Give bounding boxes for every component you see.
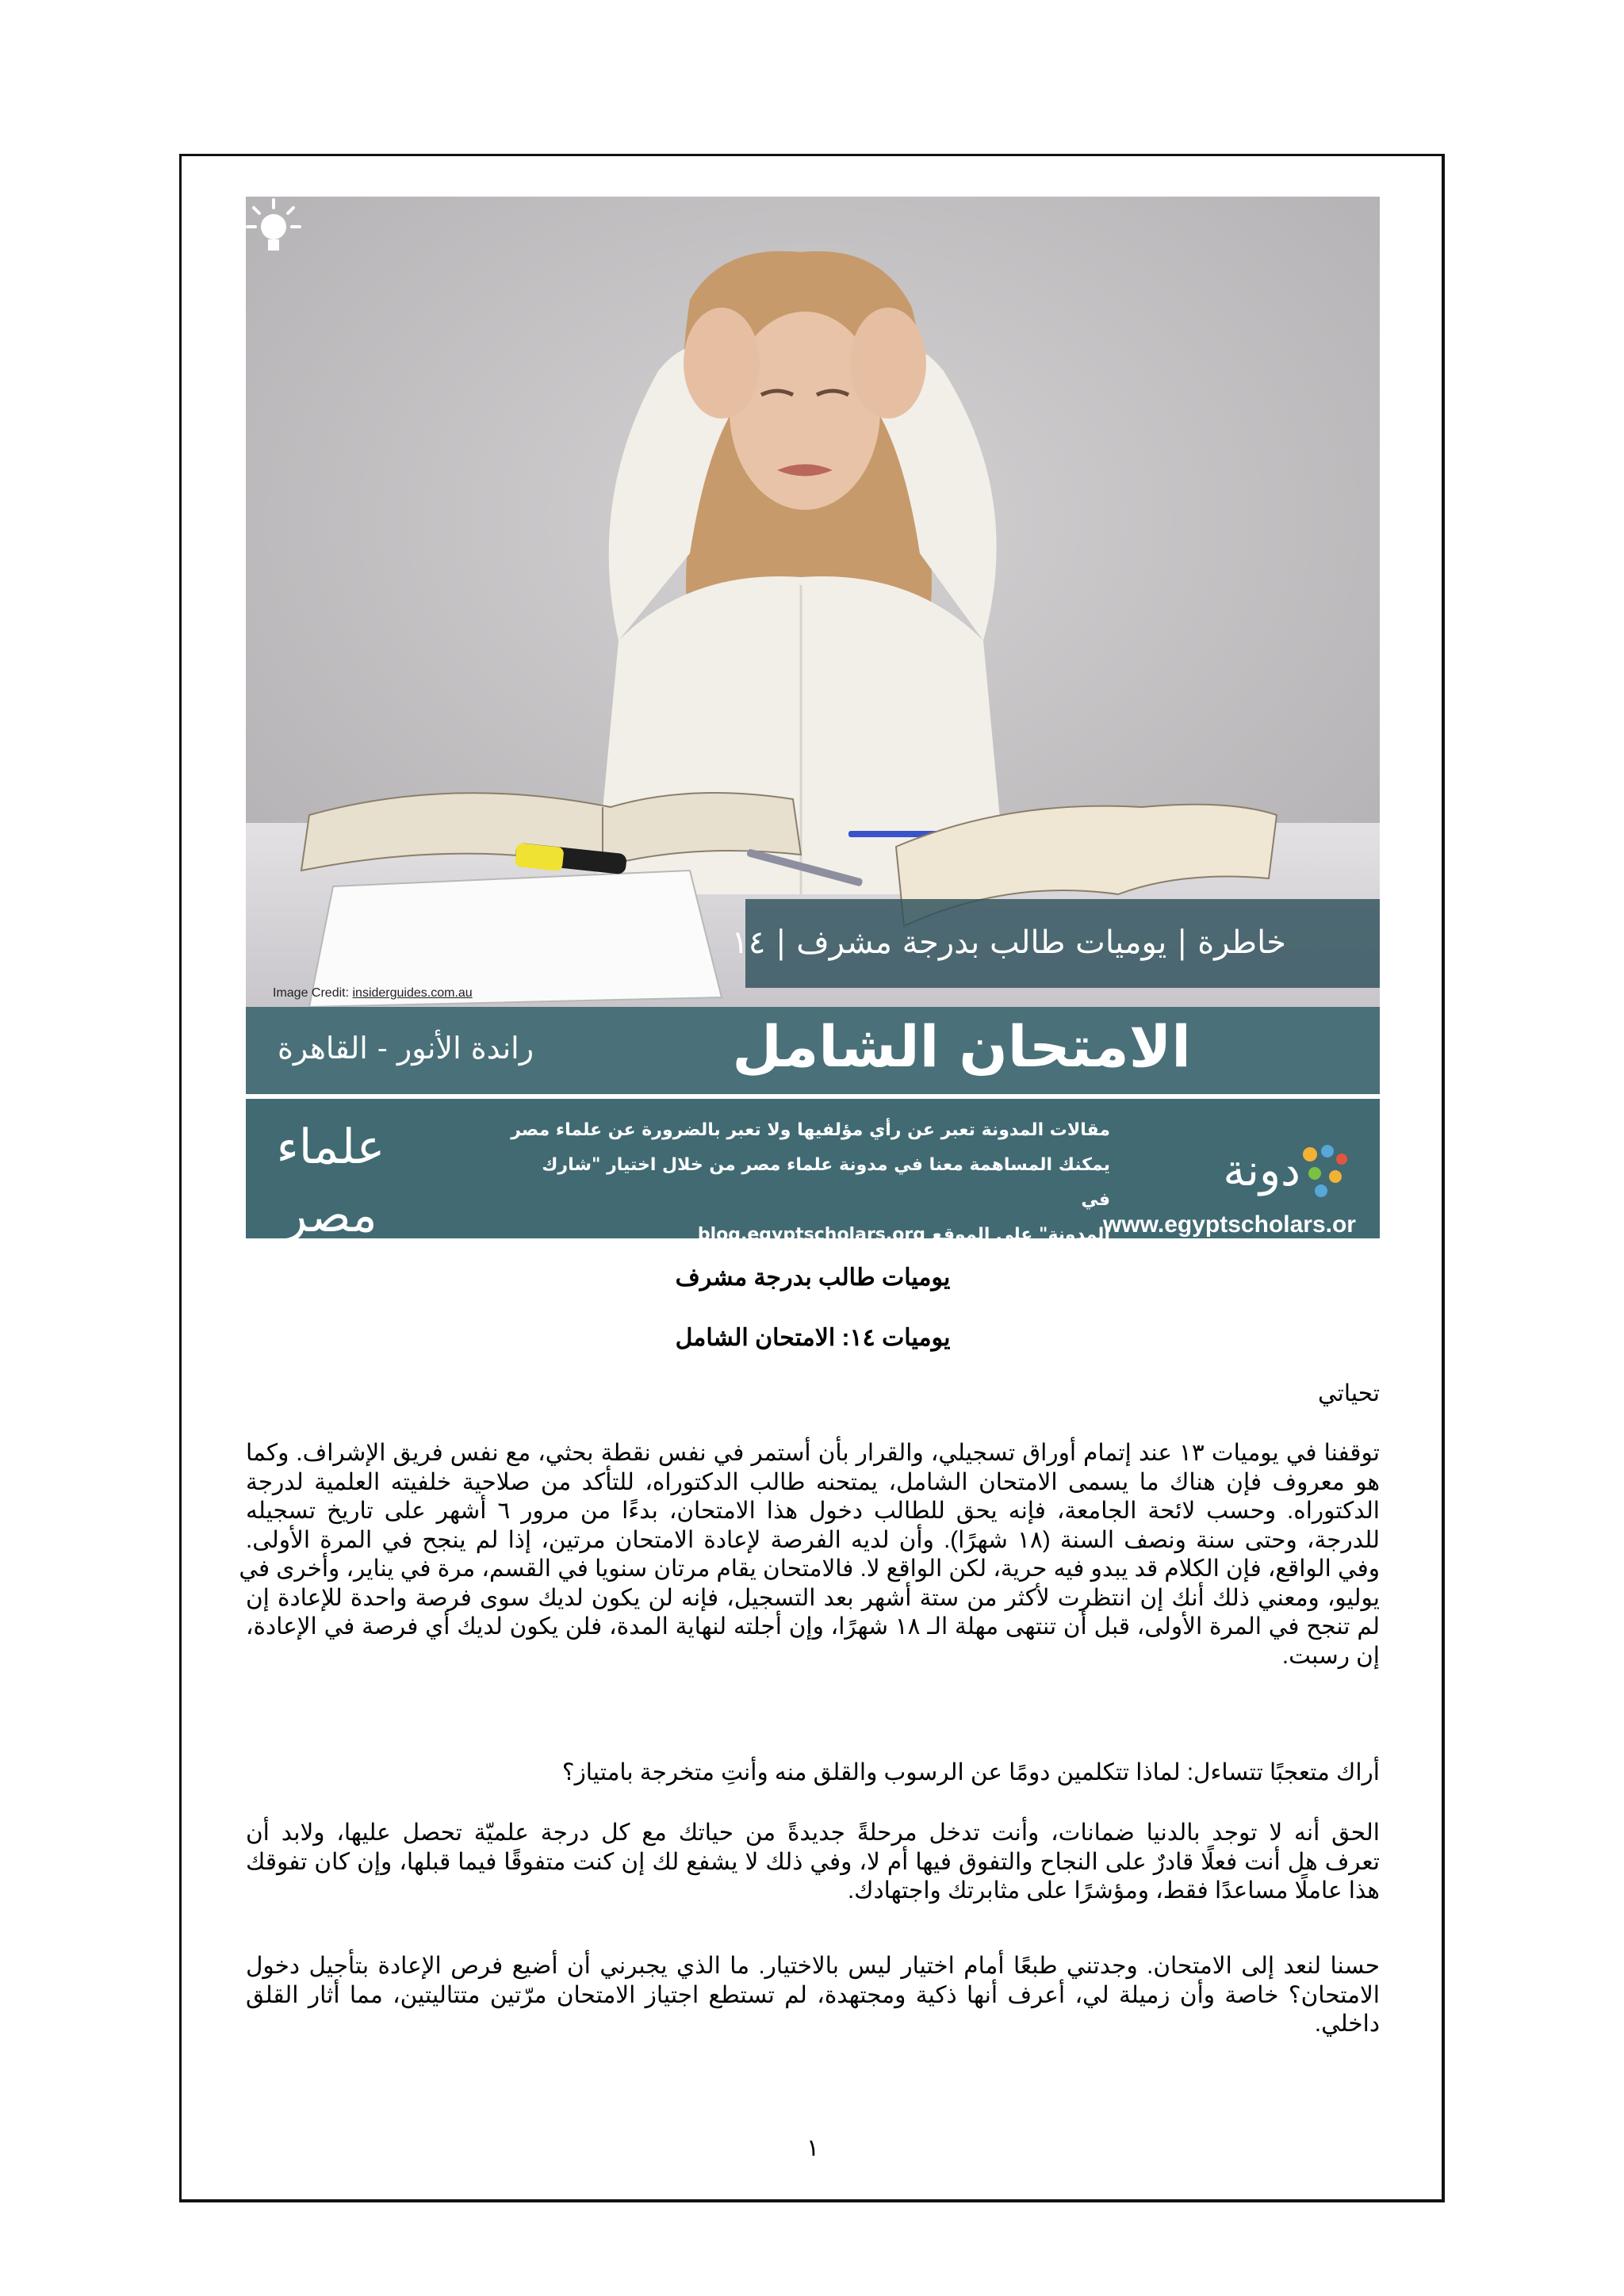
paragraph-1-line: إن رسبت. xyxy=(1281,1642,1380,1669)
paragraph-1-line: توقفنا في يوميات ١٣ عند إتمام أوراق تسجيلي، والقرار بأن أستمر في نفس نقطة بحثي، مع نفس فريق الإشراف. وكما xyxy=(246,1440,1380,1466)
paragraph-1-line: للدرجة، وحتى سنة ونصف السنة (١٨ شهرًا). وأن لديه الفرصة لإعادة الامتحان مرتين، إذا لم ينجح في المرة الأولى. xyxy=(246,1526,1380,1553)
hero-caption: خاطرة | يوميات طالب بدرجة مشرف | ١٤ xyxy=(731,924,1286,961)
author-line: راندة الأنور - القاهرة xyxy=(278,1031,534,1066)
blog-logo-text: دونة xyxy=(1223,1145,1300,1196)
paragraph-3-line: الحق أنه لا توجد بالدنيا ضمانات، وأنت تدخل مرحلةً جديدةً من حياتك مع كل درجة علميّة تحصل عليها، ولابد أن xyxy=(246,1820,1380,1846)
paragraph-4 xyxy=(246,1952,1380,2039)
image-credit-label: Image Credit: xyxy=(273,986,353,1000)
paragraph-2-line: أراك متعجبًا تتساءل: لماذا تتكلمين دومًا عن الرسوب والقلق منه وأنتِ متخرجة بامتياز؟ xyxy=(561,1759,1380,1785)
paragraph-3-line: هذا عاملًا مساعدًا فقط، ومؤشرًا على مثابرتك واجتهادك. xyxy=(847,1877,1380,1904)
disclaimer-line-3: المدونة" على الموقع blog.egyptscholars.org xyxy=(697,1225,1110,1245)
lightbulb-icon xyxy=(246,197,301,265)
paragraph-4-line: حسنا لنعد إلى الامتحان. وجدتني طبعًا أمام اختيار ليس بالاختيار. ما الذي يجبرني أن أضيع فرص الإعادة بتأجيل دخول xyxy=(246,1953,1380,1979)
series-title: يوميات طالب بدرجة مشرف xyxy=(675,1265,951,1291)
paragraph-1-line: الدكتوراه. وحسب لائحة الجامعة، فإنه يحق للطالب دخول هذا الامتحان، بدءًا من مرور ٦ أشهر على تاريخ تسجيله xyxy=(246,1498,1380,1524)
paragraph-1-line: يوليو، ومعني ذلك أنك إن انتظرت لأكثر من ستة أشهر بعد التسجيل، فإنه لن يكون لديك سوى فرصة واحدة للإعادة إن xyxy=(246,1584,1380,1611)
image-credit xyxy=(273,986,473,1001)
article-banner-title: الامتحان الشامل xyxy=(732,1013,1191,1080)
episode-title: يوميات ١٤: الامتحان الشامل xyxy=(675,1325,951,1351)
paragraph-1-line: هو معروف فإن هناك ما يسمى الامتحان الشامل، يمتحنه طالب الدكتوراه، للتأكد من صلاحية خلفيته العلمية لدرجة xyxy=(246,1468,1380,1495)
website-url[interactable]: www.egyptscholars.or xyxy=(1103,1211,1356,1238)
disclaimer-line-1: مقالات المدونة تعبر عن رأي مؤلفيها ولا تعبر بالضرورة عن علماء مصر xyxy=(511,1120,1110,1140)
page-number: ١ xyxy=(806,2135,820,2161)
paragraph-1 xyxy=(239,1439,1380,1670)
hero-illustration xyxy=(246,197,1380,1007)
paragraph-1-line: لم تنجح في المرة الأولى، قبل أن تنتهى مهلة الـ ١٨ شهرًا، وإن أجلته لنهاية المدة، فلن يكون لديك أي فرصة في الإعادة، xyxy=(246,1613,1380,1640)
paragraph-3 xyxy=(246,1819,1380,1906)
org-name: علماء مصر xyxy=(276,1119,385,1243)
blog-brand xyxy=(1103,1131,1356,1238)
org-tagline: لأن كل عقل يفرق xyxy=(278,1249,384,1289)
hero-image xyxy=(246,197,1380,1007)
paragraph-4-line: داخلي. xyxy=(1314,2011,1380,2037)
greeting xyxy=(246,1380,1380,1409)
paragraph-4-line: الامتحان؟ خاصة وأن زميلة لي، أعرف أنها ذكية ومجتهدة، لم تستطع اجتياز الامتحان مرّتين متتاليتين، مما أثار القلق xyxy=(246,1981,1380,2008)
title-band xyxy=(246,1007,1380,1094)
paragraph-1-line: وفي الواقع، فإن الكلام قد يبدو فيه حرية، لكن الواقع لا. فالامتحان يقام مرتان سنويا في القسم، مرة في يناير، وأخرى في xyxy=(239,1556,1380,1582)
paragraph-3-line: تعرف هل أنت فعلًا قادرٌ على النجاح والتفوق فيها أم لا، وفي ذلك لا يشفع لك إن كنت متفوقًا فيما قبلها، وإن كان تفوقك xyxy=(246,1848,1380,1875)
disclaimer-line-2: يمكنك المساهمة معنا في مدونة علماء مصر من خلال اختيار "شارك في xyxy=(542,1155,1110,1210)
paragraph-2 xyxy=(246,1758,1380,1788)
blog-logo-icon xyxy=(1300,1145,1348,1200)
image-credit-source: insiderguides.com.au xyxy=(352,986,473,1000)
greeting-text: تحياتي xyxy=(1318,1380,1380,1406)
org-brand xyxy=(255,1113,406,1289)
blog-disclaimer xyxy=(508,1113,1110,1253)
